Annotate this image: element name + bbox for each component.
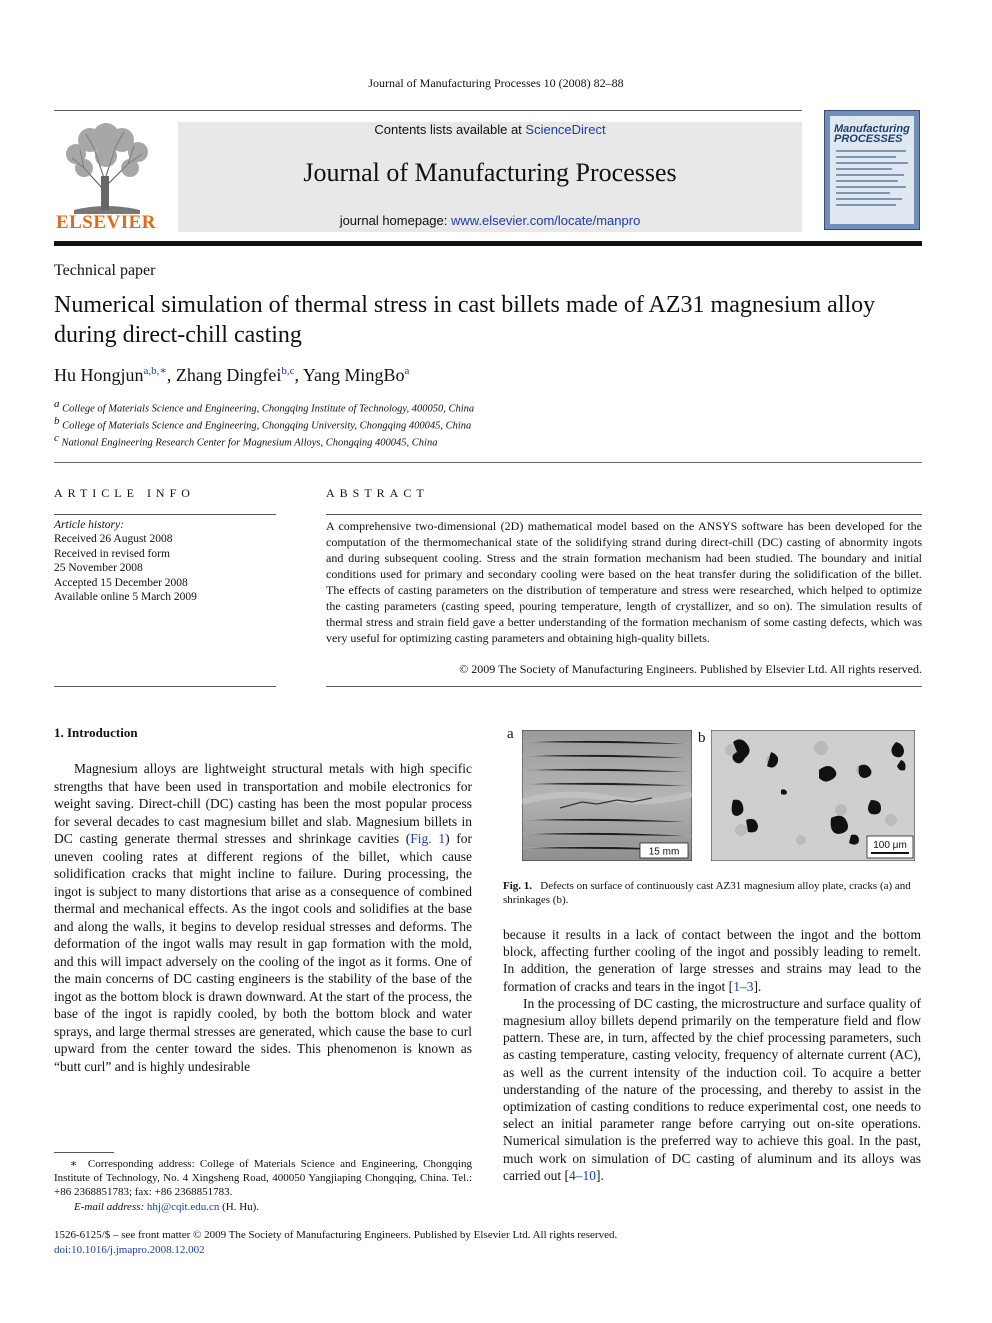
- paper-title: Numerical simulation of thermal stress in cast billets made of AZ31 magnesium alloy during direct-chill casting: [54, 292, 876, 348]
- intro-paragraph: [54, 760, 472, 1075]
- scale-bar-label: 15 mm: [648, 846, 680, 858]
- figure-1b-shrinkage-micrograph: [711, 730, 915, 861]
- right-column-text: [503, 926, 921, 1184]
- body-text: because it results in a lack of contact between the ingot and the bottom block, affecting further cooling of the ingot and possibly leading to remelt. In addition, the generation of large stresses and strains may lead to the formation of cracks and tears in the ingot [: [503, 927, 921, 994]
- email-suffix: (H. Hu).: [219, 1201, 260, 1213]
- figure-caption: [503, 879, 921, 907]
- contents-line: [178, 122, 802, 137]
- cover-line: [836, 162, 908, 164]
- footnote-text: Corresponding address: College of Materials Science and Engineering, Chongqing Institute of Technology, No. 4 Xingsheng Road, 400050 Yangjiaping Chongqing, China. Tel.: +86 2368851783; fax: +86 2368851783.: [54, 1158, 473, 1198]
- cover-line: [836, 150, 906, 152]
- history-entry: Received in revised form: [54, 547, 170, 560]
- intro-text: ) for uneven cooling rates at different regions of the billet, which cause solidification cracks that might incline to failure. During processing, the ingot is subject to many distortions that arise as a consequence of combined thermal and mechanical effects. As the ingot cools and solidifies at the base and along the walls, it begins to develop residual stresses and deforms. The deformation of the ingot walls may result in gap formation with the mold, and this will impact adversely on the cooling of the ingot as it forms. One of the main concerns of DC casting engineers is the stability of the base of the ingot as the bottom block is drawn downward. At the start of the process, the base of the ingot is rapidly cooled, by both the bottom block and water sprays, and large thermal stresses are generated, which cause the base to curl upward from the center toward the sides. This phenomenon is known as “butt curl” and is highly undesirable: [54, 831, 472, 1074]
- cover-line: [836, 192, 890, 194]
- abstract-rule: [326, 686, 922, 687]
- author-affil-mark[interactable]: b,c: [281, 365, 295, 377]
- section-heading-introduction: 1. Introduction: [54, 725, 138, 740]
- cover-line: [836, 156, 896, 158]
- homepage-link[interactable]: www.elsevier.com/locate/manpro: [451, 213, 641, 228]
- figure-panel-label: a: [507, 726, 514, 742]
- issn-line: 1526-6125/$ – see front matter © 2009 The Society of Manufacturing Engineers. Published by Elsevier Ltd. All rights reserved.: [54, 1229, 618, 1241]
- body-paragraph: [503, 995, 921, 1184]
- cover-title: Manufacturing PROCESSES: [834, 123, 910, 145]
- elsevier-wordmark: ELSEVIER: [55, 212, 157, 233]
- author-sep: ,: [166, 365, 176, 385]
- affiliation-mark: b: [54, 415, 60, 427]
- author-list: [54, 364, 409, 386]
- sciencedirect-link[interactable]: ScienceDirect: [525, 122, 606, 137]
- abstract-copyright: © 2009 The Society of Manufacturing Engineers. Published by Elsevier Ltd. All rights reserved.: [459, 662, 922, 676]
- footnote-rule: [54, 1152, 114, 1153]
- cover-line: [836, 168, 892, 170]
- author-affil-mark[interactable]: a: [404, 365, 410, 377]
- affiliation: [54, 415, 471, 432]
- author-name: Zhang Dingfei: [175, 365, 282, 385]
- affiliation: [54, 432, 437, 449]
- abstract-heading: ABSTRACT: [326, 486, 429, 500]
- reference-link[interactable]: 1–3: [733, 978, 754, 994]
- author-name: Yang MingBo: [302, 365, 405, 385]
- cover-line: [836, 198, 902, 200]
- affiliation-text: National Engineering Research Center for Magnesium Alloys, Chongqing 400045, China: [61, 437, 438, 449]
- intro-text: Magnesium alloys are lightweight structural metals with high specific strengths that have been used in transportation and mobile electronics for weight saving. Direct-chill (DC) casting has been the most popular process for several decades to cast magnesium billet and slab. Magnesium billets in DC casting generate thermal stresses and shrinkage cavities (: [54, 761, 472, 846]
- footnote-mark: ∗: [69, 1158, 78, 1170]
- email-label: E-mail address:: [74, 1201, 145, 1213]
- history-entry: Accepted 15 December 2008: [54, 576, 188, 589]
- author-affil-mark[interactable]: a,b,∗: [143, 365, 167, 377]
- body-paragraph: [503, 926, 921, 995]
- paper-type: Technical paper: [54, 262, 156, 279]
- cover-page: [830, 116, 914, 224]
- history-entry: Available online 5 March 2009: [54, 591, 197, 604]
- article-info-rule: [54, 686, 276, 687]
- affiliation-mark: a: [54, 398, 60, 410]
- figure-caption-text: Defects on surface of continuously cast AZ31 magnesium alloy plate, cracks (a) and shrinkages (b).: [503, 880, 911, 906]
- abstract-text: A comprehensive two-dimensional (2D) mathematical model based on the ANSYS software has been developed for the computation of the thermomechanical state of the solidifying strand during direct-chill (DC) casting of abnormity ingots and during subsequent cooling. Stress and the strain formation mechanism had been studied. The boundary and initial conditions used for primary and secondary cooling were based on the heat transfer during the solidification of the billet. The effects of casting parameters on the distribution of temperature and stress were researched, which helped to optimize the casting parameters (casting speed, pouring temperature, length of crystallizer, and so on). The simulation results of thermal stress and strain field gave a better understanding of the formation mechanism of some casting defects, which was very useful for optimizing casting parameters and obtaining high-quality billets.: [326, 519, 922, 645]
- history-entry: Received 26 August 2008: [54, 533, 173, 546]
- article-info-heading: ARTICLE INFO: [54, 486, 195, 500]
- figure-link[interactable]: Fig. 1: [410, 831, 446, 846]
- header-thick-rule: [54, 241, 922, 246]
- homepage-prefix: journal homepage:: [339, 213, 451, 228]
- email-link[interactable]: hhj@cqit.edu.cn: [146, 1201, 220, 1213]
- header-rule: [54, 110, 802, 111]
- cover-line: [836, 180, 898, 182]
- figure-panel-label: b: [698, 730, 706, 746]
- doi-link[interactable]: doi:10.1016/j.jmapro.2008.12.002: [54, 1244, 205, 1256]
- journal-title: Journal of Manufacturing Processes: [303, 158, 677, 187]
- corresponding-author-footnote: [54, 1157, 472, 1199]
- history-label: Article history:: [54, 519, 124, 531]
- reference-link[interactable]: 4–10: [568, 1167, 596, 1183]
- cover-line: [836, 204, 896, 206]
- figure-1a-crack-photo: [522, 730, 692, 861]
- body-text: ].: [595, 1167, 604, 1183]
- article-history: [54, 518, 276, 604]
- affiliation-mark: c: [54, 432, 59, 444]
- running-head: Journal of Manufacturing Processes 10 (2008) 82–88: [368, 76, 624, 90]
- figure-caption-label: Fig. 1.: [503, 880, 533, 892]
- body-text: ].: [753, 978, 762, 994]
- body-text: In the processing of DC casting, the microstructure and surface quality of magnesium alloy billets depend primarily on the temperature field and flow pattern. These are, in turn, affected by the chief processing parameters, such as casting temperature, casting velocity, frequency of alternate current (AC), as well as the current intensity of the induction coil. To acquire a better understanding of the nature of the processing, and thereby to assist in the optimization of casting conditions to reduce experimental cost, one needs to select an initial parameter range before carrying out on-site operations. Numerical simulation is the preferred way to achieve this goal. In the past, much work on simulation of DC casting of aluminum and its alloys was carried out [: [503, 995, 921, 1183]
- email-line: [54, 1201, 492, 1213]
- abstract-rule: [326, 514, 922, 515]
- affiliation-text: College of Materials Science and Engineering, Chongqing University, Chongqing 400045, China: [62, 420, 472, 432]
- affiliation-rule: [54, 462, 922, 463]
- author-sep: ,: [294, 365, 303, 385]
- contents-prefix: Contents lists available at: [374, 122, 526, 137]
- journal-cover-thumbnail[interactable]: [824, 110, 920, 230]
- homepage-line: [178, 213, 802, 228]
- scale-bar-label: 100 μm: [873, 840, 907, 851]
- article-info-rule: [54, 514, 276, 515]
- affiliation-text: College of Materials Science and Engineering, Chongqing Institute of Technology, 400050, China: [62, 403, 475, 415]
- author-name: Hu Hongjun: [54, 365, 144, 385]
- cover-line: [836, 174, 904, 176]
- history-entry: 25 November 2008: [54, 562, 143, 575]
- affiliation: [54, 398, 474, 415]
- cover-line: [836, 186, 906, 188]
